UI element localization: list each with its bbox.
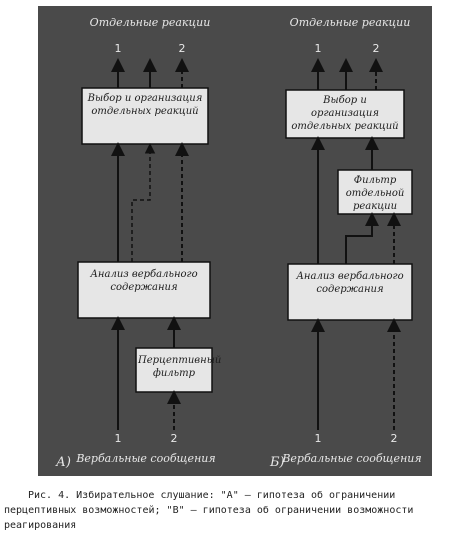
panel-a-top-number-2: 2 [178,42,186,55]
panel-b-select-label: Выбор и организация отдельных реакций [291,95,399,132]
panel-b-top-number-1: 1 [314,42,322,55]
panel-a-bottom-number-1: 1 [114,432,122,445]
panel-a-select-label: Выбор и организация отдельных реакций [87,93,203,117]
panel-a-filter-label: Перцептивный фильтр [138,355,222,379]
panel-b-filter-label: Фильтр отдельной реакции [345,175,405,212]
panel-a-analysis-label: Анализ вербального содержания [90,269,198,293]
panel-a-bottom-number-2: 2 [170,432,178,445]
panel-b-top-label: Отдельные реакции [289,16,411,29]
panel-b-bottom-label: Вербальные сообщения [282,452,422,465]
figure-background [38,6,432,476]
panel-b-bottom-number-2: 2 [390,432,398,445]
panel-b-label: Б) [270,455,285,470]
panel-a-label: А) [56,455,71,470]
panel-a-top-label: Отдельные реакции [89,16,211,29]
figure-caption [4,488,472,533]
figure-caption-text: Рис. 4. Избирательное слушание: "А" – гипотеза об ограничении перцептивных возможностей; "В" – гипотеза об ограничении возможности реагирования [4,490,414,531]
panel-b-top-number-2: 2 [372,42,380,55]
panel-b-bottom-number-1: 1 [314,432,322,445]
panel-a-top-number-1: 1 [114,42,122,55]
panel-b-analysis-label: Анализ вербального содержания [296,271,404,295]
panel-a-bottom-label: Вербальные сообщения [76,452,216,465]
